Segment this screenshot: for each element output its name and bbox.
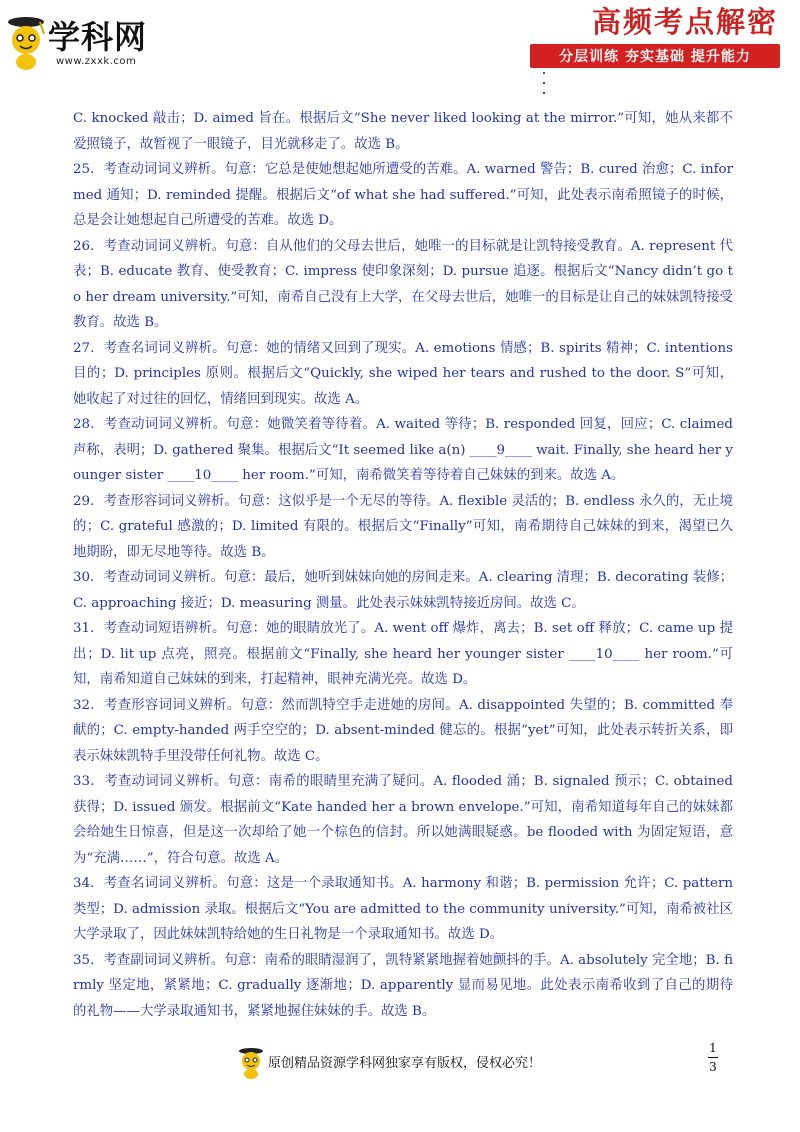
explanation-paragraph: 27．考查名词词义辨析。句意：她的情绪又回到了现实。A. emotions 情感；B. spirits 精神；C. intentions 目的；D. principles 原则。根据后文“Quickly, she wiped her tears and rushed to the door. S”可知，她收起了对过往的回忆，情绪回到现实。故选 A。 (73, 340, 733, 407)
page-footer (0, 1040, 800, 1090)
explanation-paragraph: 30．考查动词词义辨析。句意：最后，她听到妹妹向她的房间走来。A. clearing 清理；B. decorating 装修；C. approaching 接近；D. measuring 测量。此处表示妹妹凯特接近房间。故选 C。 (73, 570, 733, 611)
explanation-paragraph: 34．考查名词词义辨析。句意：这是一个录取通知书。A. harmony 和谐；B. permission 允许；C. pattern 类型；D. admission 录取。根据后文“You are admitted to the community university.”可知，南希被社区大学录取了，因此妹妹凯特给她的生日礼物是一个录取通知书。故选 D。 (73, 876, 733, 942)
page-number (706, 1040, 720, 1075)
brand-title: 高频考点解密 (591, 5, 778, 39)
explanation-paragraph: 35．考查副词词义辨析。句意：南希的眼睛湿润了，凯特紧紧地握着她颤抖的手。A. absolutely 完全地；B. firmly 坚定地，紧紧地；C. gradually 逐渐地；D. apparently 显而易见地。此处表示南希收到了自己的期待的礼物——大学录取通知书，紧紧地握住妹妹的手。故选 B。 (73, 952, 733, 1019)
answer-explanations (73, 106, 733, 1024)
explanation-paragraph: 31．考查动词短语辨析。句意：她的眼睛放光了。A. went off 爆炸，离去；B. set off 释放；C. came up 提出；D. lit up 点亮，照亮。根据前文“Finally, she heard her younger sister ____10____ her room.”可知，南希知道自己妹妹的到来，打起精神，眼神充满光亮。故选 D。 (73, 621, 733, 687)
copyright-notice: 原创精品资源学科网独家享有版权，侵权必究！ (268, 1056, 542, 1071)
explanation-paragraph: 29．考查形容词词义辨析。句意：这似乎是一个无尽的等待。A. flexible 灵活的；B. endless 永久的，无止境的；C. grateful 感激的；D. limited 有限的。根据后文“Finally”可知，南希期待自己妹妹的到来，渴望已久地期盼，即无尽地等待。故选 B。 (73, 493, 733, 560)
decorative-dots (542, 72, 548, 108)
page-current: 1 (709, 1041, 717, 1055)
page-header (0, 0, 800, 80)
explanation-paragraph: 25．考查动词词义辨析。句意：它总是使她想起她所遭受的苦难。A. warned 警告；B. cured 治愈；C. informed 通知；D. reminded 提醒。根据后文“of what she had suffered.”可知，此处表示南希照镜子的时候，总是会让她想起自己所遭受的苦难。故选 D。 (73, 162, 733, 228)
brand-subtitle-bar (530, 44, 780, 68)
logo-text: 学科网 (48, 18, 148, 56)
logo-url: www.zxxk.com (56, 56, 137, 67)
explanation-paragraph: C. knocked 敲击；D. aimed 旨在。根据后文“She never liked looking at the mirror.”可知，她从来都不爱照镜子，故暂视了一眼镜子，目光就移走了。故选 B。 (73, 111, 733, 152)
explanation-paragraph: 32．考查形容词词义辨析。句意：然而凯特空手走进她的房间。A. disappointed 失望的；B. committed 奉献的；C. empty-handed 两手空空的；D. absent-minded 健忘的。根据“yet”可知，此处表示转折关系，即表示妹妹凯特手里没带任何礼物。故选 C。 (73, 697, 733, 764)
page-total: 3 (709, 1060, 717, 1074)
brand-subtitle: 分层训练 夯实基础 提升能力 (559, 49, 751, 65)
explanation-paragraph: 26．考查动词词义辨析。句意：自从他们的父母去世后，她唯一的目标就是让凯特接受教育。A. represent 代表；B. educate 教育、使受教育；C. impress 使印象深刻；D. pursue 追逐。根据后文“Nancy didn’t go to her dream university.”可知，南希自己没有上大学，在父母去世后，她唯一的目标是让自己的妹妹凯特接受教育。故选 B。 (73, 238, 733, 330)
brand-banner (528, 0, 780, 70)
explanation-paragraph: 28．考查动词词义辨析。句意：她微笑着等待着。A. waited 等待；B. responded 回复，回应；C. claimed 声称，表明；D. gathered 聚集。根据后文“It seemed like a(n) ____9____ wait. Finally, she heard her younger sister ____10____ her room.”可知，南希微笑着等待着自己妹妹的到来。故选 A。 (73, 417, 733, 483)
mascot-icon (236, 1046, 266, 1080)
explanation-paragraph: 33．考查动词词义辨析。句意：南希的眼睛里充满了疑问。A. flooded 涌；B. signaled 预示；C. obtained 获得；D. issued 颁发。根据前文“Kate handed her a brown envelope.”可知，南希知道每年自己的妹妹都会给她生日惊喜，但是这一次却给了她一个棕色的信封。所以她满眼疑惑。be flooded with 为固定短语，意为“充满……”，符合句意。故选 A。 (73, 774, 733, 866)
logo[interactable] (4, 6, 184, 72)
mascot-icon (4, 12, 48, 72)
